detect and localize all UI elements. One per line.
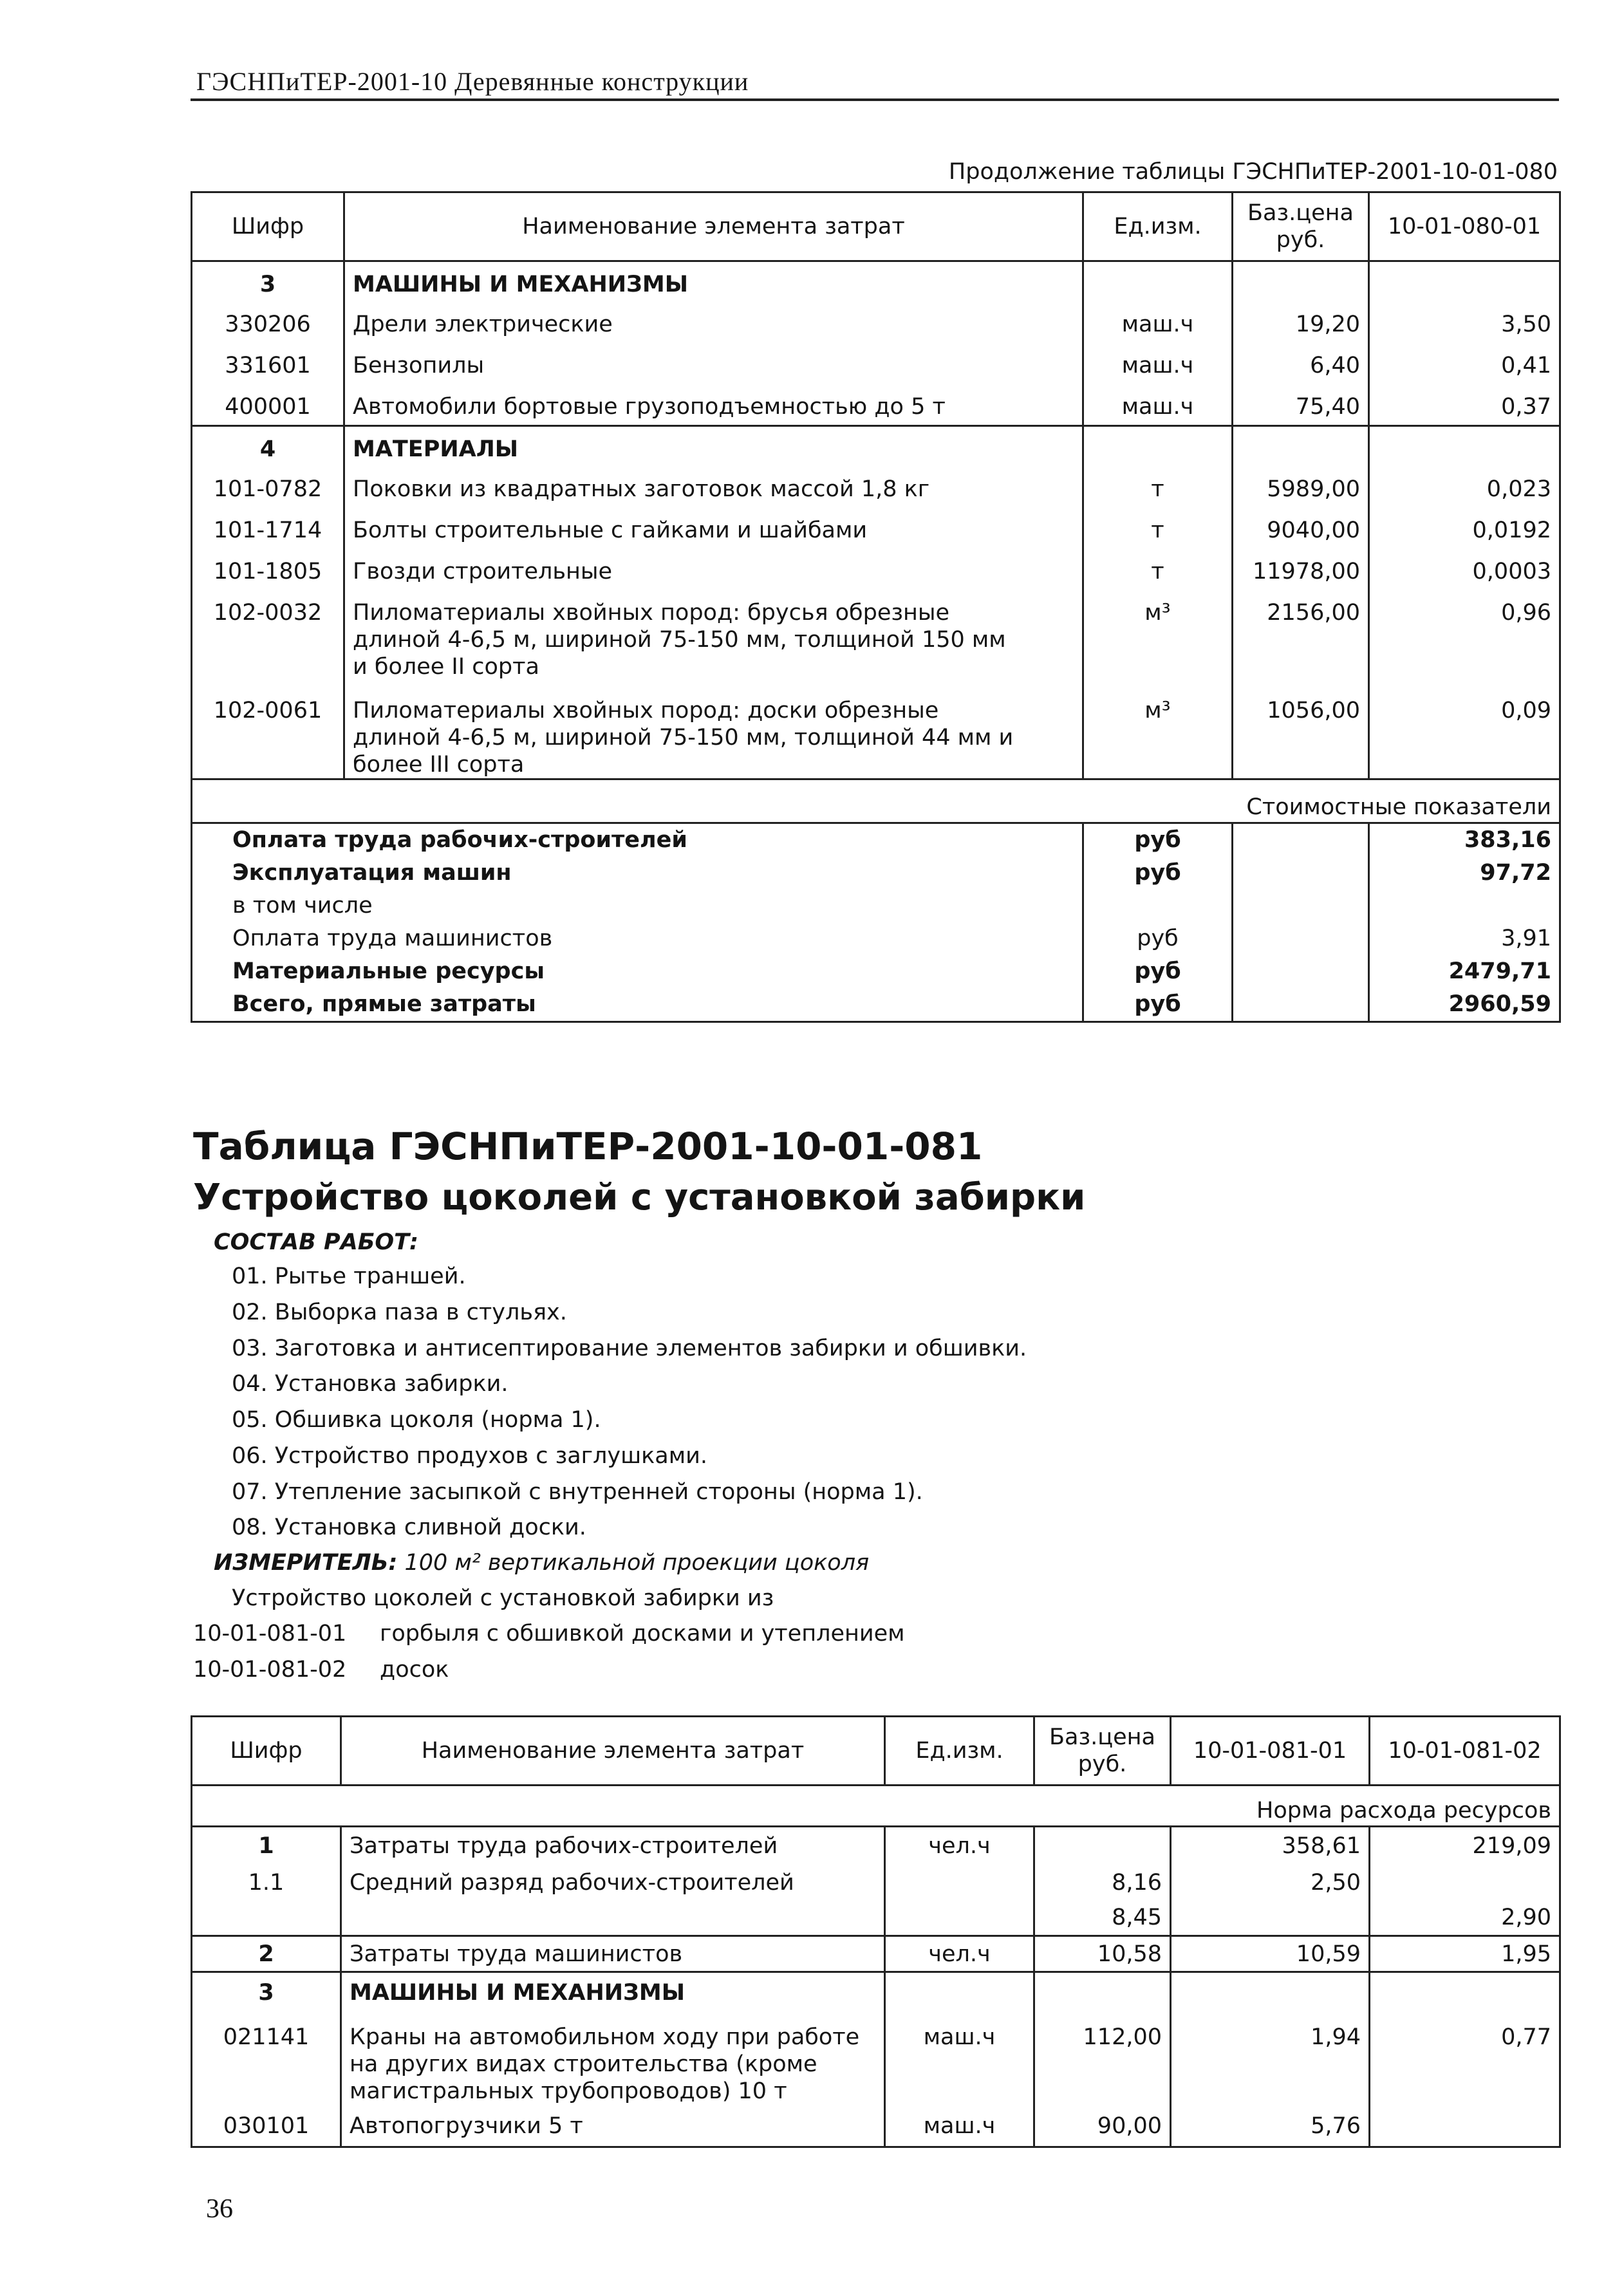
row-value-02: 0,77 [1370, 2012, 1560, 2107]
row-name: Средний разряд рабочих-строителей [341, 1865, 885, 1901]
col-unit: Ед.изм. [1083, 192, 1233, 261]
total-label: Всего, прямые затраты [232, 991, 536, 1017]
row-value: 0,023 [1369, 463, 1560, 504]
page-number: 36 [206, 2194, 233, 2224]
col-price: Баз.цена руб. [1034, 1717, 1171, 1786]
row-unit: маш.ч [1083, 298, 1233, 339]
row-value-01: 1,94 [1171, 2012, 1370, 2107]
total-label: Эксплуатация машин [232, 860, 512, 886]
row-price [1034, 1827, 1171, 1865]
table-header-row [192, 1717, 1560, 1786]
row-unit: м³ [1083, 684, 1233, 779]
total-label: в том числе [232, 893, 373, 919]
work-item: 01. Рытье траншей. [232, 1264, 466, 1289]
work-item: 04. Установка забирки. [232, 1371, 509, 1397]
table-row [192, 339, 1560, 380]
row-name: Бензопилы [344, 339, 1083, 380]
row-price: 6,40 [1233, 339, 1369, 380]
total-value [1369, 890, 1560, 922]
row-name: Затраты труда рабочих-строителей [341, 1827, 885, 1865]
row-code: 030101 [223, 2113, 310, 2139]
row-price: 5989,00 [1233, 463, 1369, 504]
measure-text: 100 м² вертикальной проекции цоколя [404, 1550, 870, 1576]
row-price: 90,00 [1034, 2107, 1171, 2147]
table-subtitle: Устройство цоколей с установкой забирки [193, 1177, 1086, 1218]
table-row [192, 1936, 1560, 1972]
row-price: 112,00 [1034, 2012, 1171, 2107]
variant-desc: горбыля с обшивкой досками и утеплением [380, 1621, 905, 1646]
row-code: 331601 [225, 353, 311, 378]
section-title: МАШИНЫ И МЕХАНИЗМЫ [344, 261, 1083, 299]
work-item: 03. Заготовка и антисептирование элементов забирки и обшивки. [232, 1336, 1027, 1361]
row-code: 101-1714 [213, 517, 322, 543]
running-header: ГЭСНПиТЕР-2001-10 Деревянные конструкции [196, 67, 749, 96]
row-code: 330206 [225, 312, 311, 337]
col-norm: 10-01-080-01 [1369, 192, 1560, 261]
work-item: 08. Установка сливной доски. [232, 1515, 586, 1540]
resource-table-081 [191, 1715, 1561, 2148]
row-unit: чел.ч [885, 1936, 1034, 1972]
row-code: 1 [192, 1827, 341, 1865]
table-row [192, 545, 1560, 586]
row-unit: т [1083, 545, 1233, 586]
row-code: 021141 [223, 2024, 310, 2050]
row-price: 8,45 [1034, 1901, 1171, 1936]
section-row [192, 261, 1560, 299]
row-price: 9040,00 [1233, 504, 1369, 545]
col-price: Баз.цена руб. [1233, 192, 1369, 261]
table-row [192, 2107, 1560, 2147]
section-code: 3 [192, 1972, 341, 2012]
row-price: 1056,00 [1233, 684, 1369, 779]
row-value-02: 2,90 [1370, 1901, 1560, 1936]
row-name: Гвозди строительные [344, 545, 1083, 586]
col-norm-01: 10-01-081-01 [1171, 1717, 1370, 1786]
variant-desc: досок [380, 1657, 449, 1683]
table-header-row [192, 192, 1560, 261]
row-value-01 [1171, 1901, 1370, 1936]
total-unit: руб [1083, 955, 1233, 988]
row-name: Автомобили бортовые грузоподъемностью до 5 т [344, 380, 1083, 425]
measure-label: ИЗМЕРИТЕЛЬ: [214, 1550, 398, 1576]
row-unit: т [1083, 463, 1233, 504]
table-row [192, 463, 1560, 504]
total-row [192, 922, 1560, 955]
row-value: 3,50 [1369, 298, 1560, 339]
total-row [192, 988, 1560, 1022]
composition-heading: СОСТАВ РАБОТ: [214, 1229, 418, 1255]
row-value-01: 2,50 [1171, 1865, 1370, 1901]
row-unit: маш.ч [1083, 380, 1233, 425]
total-label: Оплата труда рабочих-строителей [192, 823, 1083, 857]
table-row [192, 298, 1560, 339]
norm-header: Норма расхода ресурсов [1256, 1798, 1551, 1824]
table-row [192, 1865, 1560, 1901]
table-continuation-caption: Продолжение таблицы ГЭСНПиТЕР-2001-10-01-080 [948, 159, 1558, 185]
row-value-02 [1370, 2107, 1560, 2147]
section-row [192, 1972, 1560, 2012]
section-code: 4 [192, 425, 344, 463]
table-row [192, 1901, 1560, 1936]
row-name: Пиломатериалы хвойных пород: брусья обрезные длиной 4-6,5 м, шириной 75-150 мм, толщиной 150 мм и более II сорта [344, 586, 1083, 684]
row-code: 101-0782 [213, 476, 322, 502]
total-row [192, 955, 1560, 988]
work-item: 07. Утепление засыпкой с внутренней стороны (норма 1). [232, 1479, 923, 1505]
table-title: Таблица ГЭСНПиТЕР-2001-10-01-081 [193, 1124, 983, 1168]
row-name: Пиломатериалы хвойных пород: доски обрезные длиной 4-6,5 м, шириной 75-150 мм, толщиной 44 мм и более III сорта [344, 684, 1083, 779]
measure-line [214, 1550, 869, 1576]
row-price: 2156,00 [1233, 586, 1369, 684]
row-code [192, 1901, 341, 1936]
row-name: Автопогрузчики 5 т [341, 2107, 885, 2147]
col-code: Шифр [192, 192, 344, 261]
total-row [192, 857, 1560, 890]
col-unit: Ед.изм. [885, 1717, 1034, 1786]
row-value: 0,96 [1369, 586, 1560, 684]
total-row [192, 890, 1560, 922]
row-name: Поковки из квадратных заготовок массой 1,8 кг [344, 463, 1083, 504]
col-norm-02: 10-01-081-02 [1370, 1717, 1560, 1786]
row-code: 101-1805 [213, 558, 322, 584]
total-unit [1083, 890, 1233, 922]
table-row [192, 504, 1560, 545]
row-unit: маш.ч [885, 2012, 1034, 2107]
row-unit [885, 1901, 1034, 1936]
section-row [192, 425, 1560, 463]
total-row [192, 823, 1560, 857]
row-unit [885, 1865, 1034, 1901]
row-name [341, 1901, 885, 1936]
table-row [192, 684, 1560, 779]
row-value: 0,0192 [1369, 504, 1560, 545]
total-unit: руб [1083, 988, 1233, 1022]
section-title: МАШИНЫ И МЕХАНИЗМЫ [341, 1972, 885, 2012]
norm-header-row [192, 1786, 1560, 1827]
row-unit: маш.ч [1083, 339, 1233, 380]
total-label: Оплата труда машинистов [232, 926, 553, 951]
row-code: 1.1 [248, 1869, 285, 1896]
row-price: 10,58 [1034, 1936, 1171, 1972]
row-code: 400001 [225, 394, 311, 420]
section-title: МАТЕРИАЛЫ [344, 425, 1083, 463]
total-value: 2479,71 [1369, 955, 1560, 988]
table-row [192, 586, 1560, 684]
section-code: 3 [259, 272, 276, 297]
total-value: 3,91 [1369, 922, 1560, 955]
total-value: 383,16 [1369, 823, 1560, 857]
row-value: 0,09 [1369, 684, 1560, 779]
col-code: Шифр [192, 1717, 341, 1786]
row-price: 11978,00 [1233, 545, 1369, 586]
table-row [192, 2012, 1560, 2107]
row-unit: м³ [1083, 586, 1233, 684]
header-rule [191, 98, 1559, 101]
total-unit: руб [1083, 922, 1233, 955]
total-unit: руб [1083, 823, 1233, 857]
row-code: 102-0032 [213, 599, 322, 626]
row-name: Краны на автомобильном ходу при работе на других видах строительства (кроме магистральных трубопроводов) 10 т [341, 2012, 885, 2107]
variant-code: 10-01-081-02 [193, 1657, 347, 1683]
row-value-01: 358,61 [1171, 1827, 1370, 1865]
row-unit: чел.ч [885, 1827, 1034, 1865]
variant-code: 10-01-081-01 [193, 1621, 347, 1646]
row-value-02: 219,09 [1370, 1827, 1560, 1865]
cost-header: Стоимостные показатели [192, 779, 1560, 823]
row-price: 8,16 [1034, 1865, 1171, 1901]
row-code: 2 [192, 1936, 341, 1972]
work-item: 06. Устройство продухов с заглушками. [232, 1443, 708, 1469]
row-name: Болты строительные с гайками и шайбами [344, 504, 1083, 545]
variants-intro: Устройство цоколей с установкой забирки из [232, 1585, 774, 1611]
table-row [192, 1827, 1560, 1865]
row-value: 0,37 [1369, 380, 1560, 425]
total-value: 97,72 [1369, 857, 1560, 890]
total-unit: руб [1083, 857, 1233, 890]
row-price: 19,20 [1233, 298, 1369, 339]
total-value: 2960,59 [1369, 988, 1560, 1022]
row-name: Дрели электрические [344, 298, 1083, 339]
row-name: Затраты труда машинистов [341, 1936, 885, 1972]
cost-header-row [192, 779, 1560, 823]
row-value: 0,0003 [1369, 545, 1560, 586]
work-item: 02. Выборка паза в стульях. [232, 1300, 567, 1325]
col-name: Наименование элемента затрат [341, 1717, 885, 1786]
row-code: 102-0061 [213, 697, 322, 723]
row-unit: т [1083, 504, 1233, 545]
table-row [192, 380, 1560, 425]
row-value-02: 1,95 [1370, 1936, 1560, 1972]
col-name: Наименование элемента затрат [344, 192, 1083, 261]
row-value-01: 5,76 [1171, 2107, 1370, 2147]
work-item: 05. Обшивка цоколя (норма 1). [232, 1407, 601, 1433]
row-value-02 [1370, 1865, 1560, 1901]
row-value-01: 10,59 [1171, 1936, 1370, 1972]
row-price: 75,40 [1233, 380, 1369, 425]
total-label: Материальные ресурсы [232, 958, 545, 984]
row-unit: маш.ч [885, 2107, 1034, 2147]
resource-table-080 [191, 191, 1561, 1023]
row-value: 0,41 [1369, 339, 1560, 380]
